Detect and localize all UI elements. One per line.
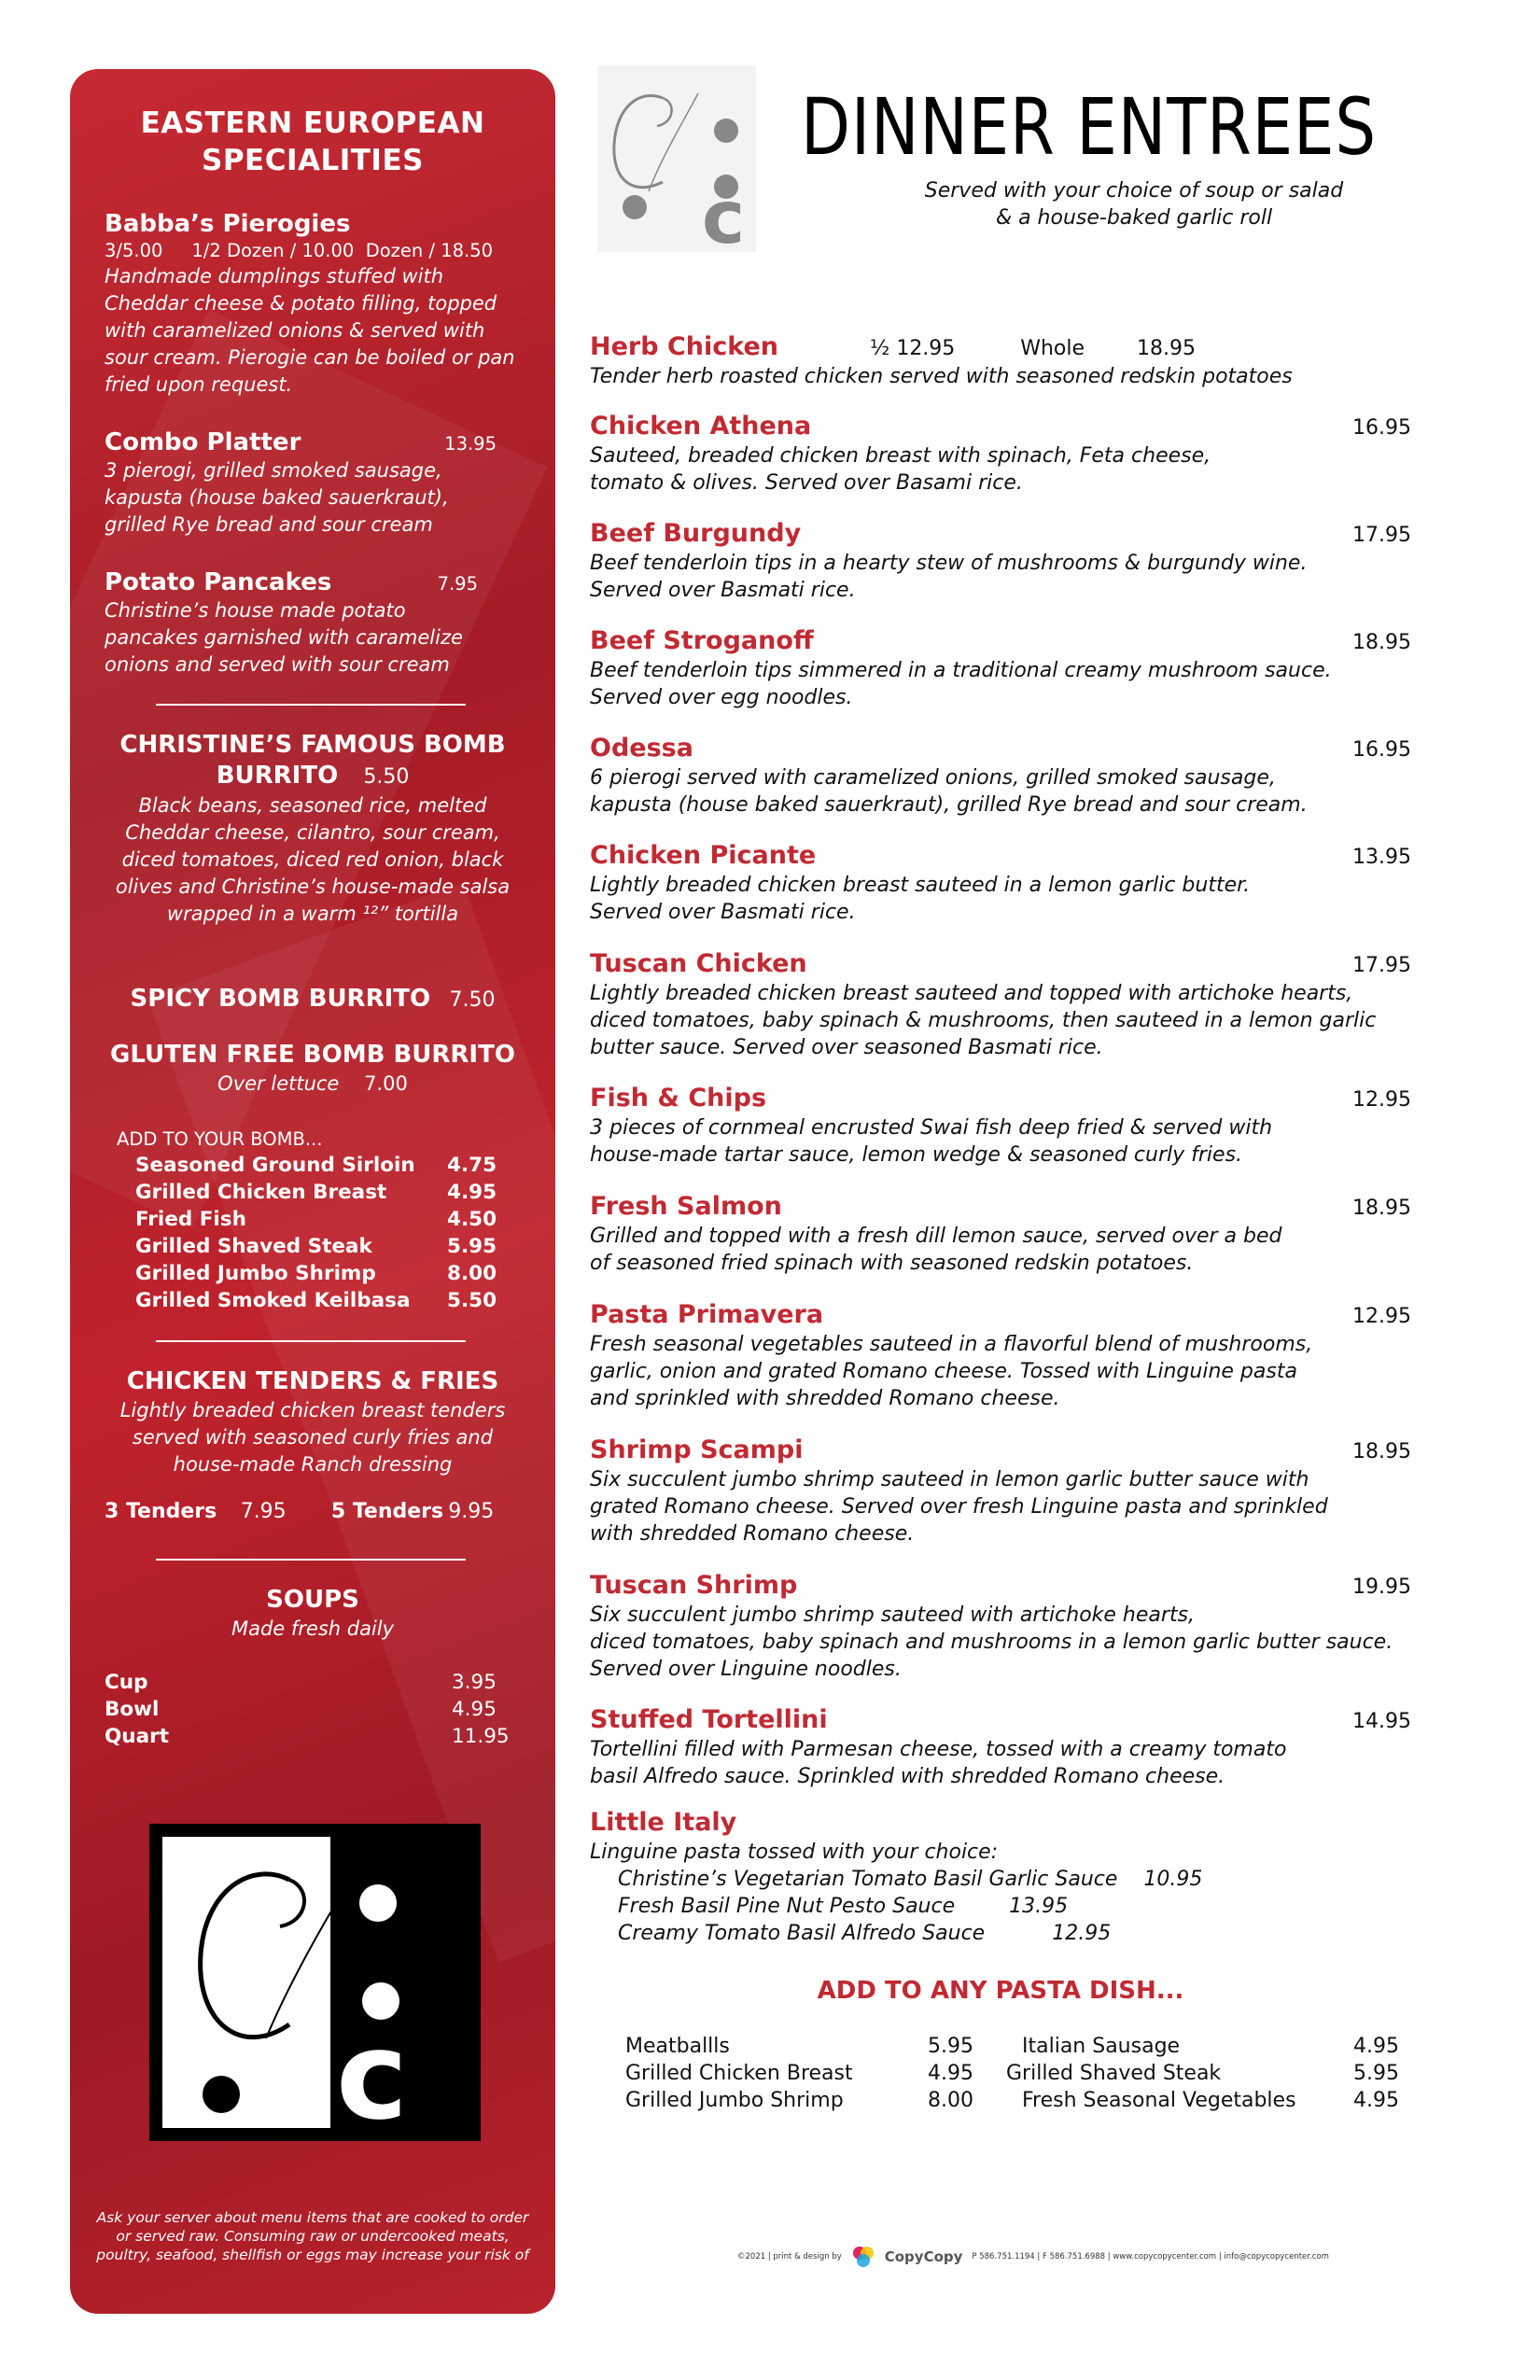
entree-price: 13.95 <box>1352 846 1411 869</box>
option-price: 9.95 <box>448 1500 495 1523</box>
entree-name: Beef Stroganoff <box>590 626 814 655</box>
print-credits <box>737 2245 1409 2269</box>
entree-description: Tortellini filled with Parmesan cheese, tossed with a creamy tomato basil Alfredo sauce. Sprinkled with shredded Romano cheese. <box>590 1738 1287 1788</box>
entree-name: Herb Chicken <box>590 332 779 361</box>
item-description: 3 pierogi, grilled smoked sausage, kapusta (house baked sauerkraut), grilled Rye bread and sour cream <box>105 459 449 536</box>
entree-item <box>590 948 1411 1061</box>
item-price: 7.00 <box>364 1072 408 1095</box>
entree-prices: ½ 12.95 Whole 18.95 <box>870 337 1196 360</box>
entree-item <box>590 1704 1411 1790</box>
page-title: DINNER ENTREES <box>801 81 1377 173</box>
entree-name: Beef Burgundy <box>590 519 802 548</box>
svg-text:c: c <box>702 176 746 252</box>
item-description: Handmade dumplings stuffed with Cheddar cheese & potato filling, topped with caramelized onions & served with sour cream. Pierogie can be boiled or pan fried upon request. <box>105 265 515 396</box>
entree-price: 17.95 <box>1352 524 1411 547</box>
item-name: Potato Pancakes <box>105 568 332 596</box>
addon-price: 5.95 <box>1353 2062 1399 2085</box>
entree-name: Pasta Primavera <box>590 1300 824 1329</box>
allergy-disclaimer: Ask your server about menu items that are cooked to order or served raw. Consuming raw or undercooked meats, poultry, seafood, shellfish or eggs may increase your risk of <box>96 2209 529 2263</box>
pasta-option: Creamy Tomato Basil Alfredo Sauce 12.95 <box>618 1922 1112 1945</box>
entree-price: 14.95 <box>1352 1710 1411 1733</box>
entree-item <box>590 1083 1411 1169</box>
addon-price: 5.95 <box>928 2035 973 2058</box>
pierogies-item <box>105 209 521 399</box>
section-divider <box>156 1340 466 1342</box>
section-subtitle: Made fresh daily <box>231 1617 395 1640</box>
restaurant-logo <box>149 1824 481 2141</box>
list-item: Grilled Smoked Keilbasa 5.50 <box>135 1289 497 1312</box>
soups-list <box>105 1669 510 1750</box>
item-price: 13.95 <box>444 433 497 455</box>
addon-price: 4.95 <box>1353 2089 1399 2112</box>
section-title-line: EASTERN EUROPEAN <box>140 106 485 140</box>
entree-name: Chicken Picante <box>590 841 817 870</box>
list-item: Grilled Chicken Breast 4.95 <box>135 1181 497 1204</box>
tenders-options <box>105 1497 521 1527</box>
entree-item <box>590 625 1411 711</box>
entree-description: Beef tenderloin tips in a hearty stew of mushrooms & burgundy wine. Served over Basmati rice. <box>590 552 1308 602</box>
item-price: 7.95 <box>437 573 478 595</box>
entree-description: Tender herb roasted chicken served with seasoned redskin potatoes <box>590 365 1293 388</box>
entree-description: Beef tenderloin tips simmered in a traditional creamy mushroom sauce. Served over egg noodles. <box>590 659 1332 709</box>
addon-name: Meatballls <box>625 2035 730 2058</box>
combo-platter-item <box>105 427 521 539</box>
chicken-tenders-item <box>105 1366 521 1478</box>
item-description: Lightly breaded chicken breast tenders served with seasoned curly fries and house-made Ranch dressing <box>119 1399 506 1476</box>
entree-item <box>590 411 1411 497</box>
entree-price: 19.95 <box>1352 1575 1411 1599</box>
entree-item <box>590 733 1411 819</box>
item-description: Black beans, seasoned rice, melted Cheddar cheese, cilantro, sour cream, diced tomatoes, diced red onion, black olives and Christine’s house-made salsa wrapped in a warm ¹²” tortilla <box>115 794 511 925</box>
entree-price: 18.95 <box>1352 1440 1411 1463</box>
list-item: Quart 11.95 <box>105 1725 510 1748</box>
entree-description: 3 pieces of cornmeal encrusted Swai fish deep fried & served with house-made tartar sauce, lemon wedge & seasoned curly fries. <box>590 1116 1273 1167</box>
option-price: 7.95 <box>240 1500 287 1523</box>
entree-name: Tuscan Chicken <box>590 949 807 978</box>
pasta-option: Fresh Basil Pine Nut Pesto Sauce 13.95 <box>618 1895 1069 1918</box>
bomb-burrito-item <box>105 730 521 928</box>
entree-description: Six succulent jumbo shrimp sauteed in lemon garlic butter sauce with grated Romano cheese. Served over fresh Linguine pasta and sprinkled with shredded Romano cheese. <box>590 1468 1328 1546</box>
entree-description: Fresh seasonal vegetables sauteed in a flavorful blend of mushrooms, garlic, onion and grated Romano cheese. Tossed with Linguine pasta and sprinkled with shredded Romano cheese. <box>590 1333 1313 1410</box>
item-description: Over lettuce <box>217 1072 340 1095</box>
entree-item <box>590 1435 1411 1547</box>
section-title-line: SPECIALITIES <box>202 144 424 177</box>
item-name: Babba’s Pierogies <box>105 210 351 238</box>
option-name: 3 Tenders <box>105 1500 217 1523</box>
entree-item <box>590 1191 1411 1277</box>
entree-item <box>590 1299 1411 1412</box>
svg-text:c: c <box>336 2005 409 2141</box>
item-price: 7.50 <box>449 988 496 1012</box>
addon-price: 4.95 <box>1353 2035 1399 2058</box>
list-item: Fried Fish 4.50 <box>135 1208 497 1231</box>
entree-name: Fish & Chips <box>590 1084 767 1113</box>
entree-price: 18.95 <box>1352 1197 1411 1220</box>
entree-name: Tuscan Shrimp <box>590 1571 798 1600</box>
entree-name: Odessa <box>590 734 693 763</box>
option-name: 5 Tenders <box>330 1500 444 1523</box>
add-to-bomb-list <box>117 1127 527 1314</box>
entree-price: 17.95 <box>1352 954 1411 977</box>
list-item: Seasoned Ground Sirloin 4.75 <box>135 1154 497 1177</box>
item-prices: 3/5.00 1/2 Dozen / 10.00 Dozen / 18.50 <box>105 240 494 261</box>
entree-description: Lightly breaded chicken breast sauteed and topped with artichoke hearts, diced tomatoes, baby spinach & mushrooms, then sauteed in a lemon garlic butter sauce. Served over seasoned Basmati rice. <box>590 982 1377 1059</box>
entree-price: 12.95 <box>1352 1088 1411 1112</box>
addon-name: Italian Sausage <box>1022 2035 1181 2058</box>
item-name: SPICY BOMB BURRITO <box>130 985 431 1013</box>
header-logo <box>597 65 756 252</box>
spicy-burrito-item <box>105 984 521 1015</box>
list-item: Grilled Jumbo Shrimp 8.00 <box>135 1262 497 1285</box>
brand-name: CopyCopy <box>884 2248 963 2265</box>
entree-description: Lightly breaded chicken breast sauteed in a lemon garlic butter. Served over Basmati rice. <box>590 874 1251 924</box>
entree-item <box>590 518 1411 604</box>
eastern-section-title <box>105 105 521 179</box>
item-name: BURRITO <box>216 762 339 790</box>
copycopy-logo-icon <box>851 2245 875 2269</box>
entree-item <box>590 331 1411 390</box>
entree-item <box>590 1570 1411 1683</box>
item-name: CHICKEN TENDERS & FRIES <box>126 1367 499 1395</box>
entree-name: Little Italy <box>590 1808 737 1837</box>
entree-description: Six succulent jumbo shrimp sauteed with artichoke hearts, diced tomatoes, baby spinach and mushrooms in a lemon garlic butter sauce. Served over Linguine noodles. <box>590 1603 1393 1681</box>
pasta-option: Christine’s Vegetarian Tomato Basil Garlic Sauce 10.95 <box>618 1868 1203 1891</box>
subtitle-line: Served with your choice of soup or salad <box>924 179 1344 203</box>
addon-name: Grilled Jumbo Shrimp <box>625 2089 844 2112</box>
list-item: Cup 3.95 <box>105 1671 497 1694</box>
item-name: Combo Platter <box>105 428 301 456</box>
list-item: Grilled Shaved Steak 5.95 <box>135 1235 497 1258</box>
little-italy-item <box>590 1807 1411 1945</box>
entree-description: 6 pierogi served with caramelized onions, grilled smoked sausage, kapusta (house baked sauerkraut), grilled Rye bread and sour cream. <box>590 766 1308 817</box>
cc-logo-icon <box>597 65 756 252</box>
entree-price: 18.95 <box>1352 631 1411 654</box>
addon-price: 8.00 <box>928 2089 973 2112</box>
page-subtitle <box>873 177 1395 231</box>
soups-section <box>105 1585 521 1643</box>
list-item: Bowl 4.95 <box>105 1698 497 1721</box>
section-divider <box>156 1559 466 1561</box>
entree-description: Linguine pasta tossed with your choice: <box>590 1841 999 1864</box>
contact-info: P 586.751.1194 | F 586.751.6988 | www.copycopycenter.com | info@copycopycenter.com <box>972 2252 1329 2261</box>
specialities-panel <box>70 69 555 2314</box>
credit-text: ©2021 | print & design by <box>737 2252 842 2261</box>
entree-item <box>590 840 1411 926</box>
gluten-free-burrito-item <box>105 1040 521 1098</box>
entree-name: Shrimp Scampi <box>590 1435 804 1464</box>
item-price: 5.50 <box>363 765 410 789</box>
add-to-bomb-title: ADD TO YOUR BOMB... <box>117 1128 323 1150</box>
entree-name: Stuffed Tortellini <box>590 1705 828 1734</box>
pasta-addons-title: ADD TO ANY PASTA DISH... <box>817 1977 1184 2005</box>
entree-name: Chicken Athena <box>590 412 812 441</box>
item-name: GLUTEN FREE BOMB BURRITO <box>110 1041 515 1069</box>
section-title: SOUPS <box>266 1586 359 1614</box>
addon-name: Grilled Shaved Steak <box>1006 2062 1222 2085</box>
item-description: Christine’s house made potato pancakes garnished with caramelize onions and served with sour cream <box>105 599 463 676</box>
addon-name: Grilled Chicken Breast <box>625 2062 853 2085</box>
addon-price: 4.95 <box>928 2062 973 2085</box>
entree-price: 12.95 <box>1352 1305 1411 1328</box>
subtitle-line: & a house-baked garlic roll <box>995 206 1273 230</box>
entree-name: Fresh Salmon <box>590 1192 782 1221</box>
potato-pancakes-item <box>105 567 521 679</box>
item-name: CHRISTINE’S FAMOUS BOMB <box>119 731 506 759</box>
entree-price: 16.95 <box>1352 738 1411 762</box>
entree-description: Sauteed, breaded chicken breast with spinach, Feta cheese, tomato & olives. Served over Basami rice. <box>590 444 1211 495</box>
entree-price: 16.95 <box>1352 416 1411 440</box>
addon-name: Fresh Seasonal Vegetables <box>1022 2089 1296 2112</box>
section-divider <box>156 704 466 706</box>
cc-logo-icon <box>149 1824 481 2141</box>
entree-description: Grilled and topped with a fresh dill lemon sauce, served over a bed of seasoned fried spinach with seasoned redskin potatoes. <box>590 1225 1282 1275</box>
